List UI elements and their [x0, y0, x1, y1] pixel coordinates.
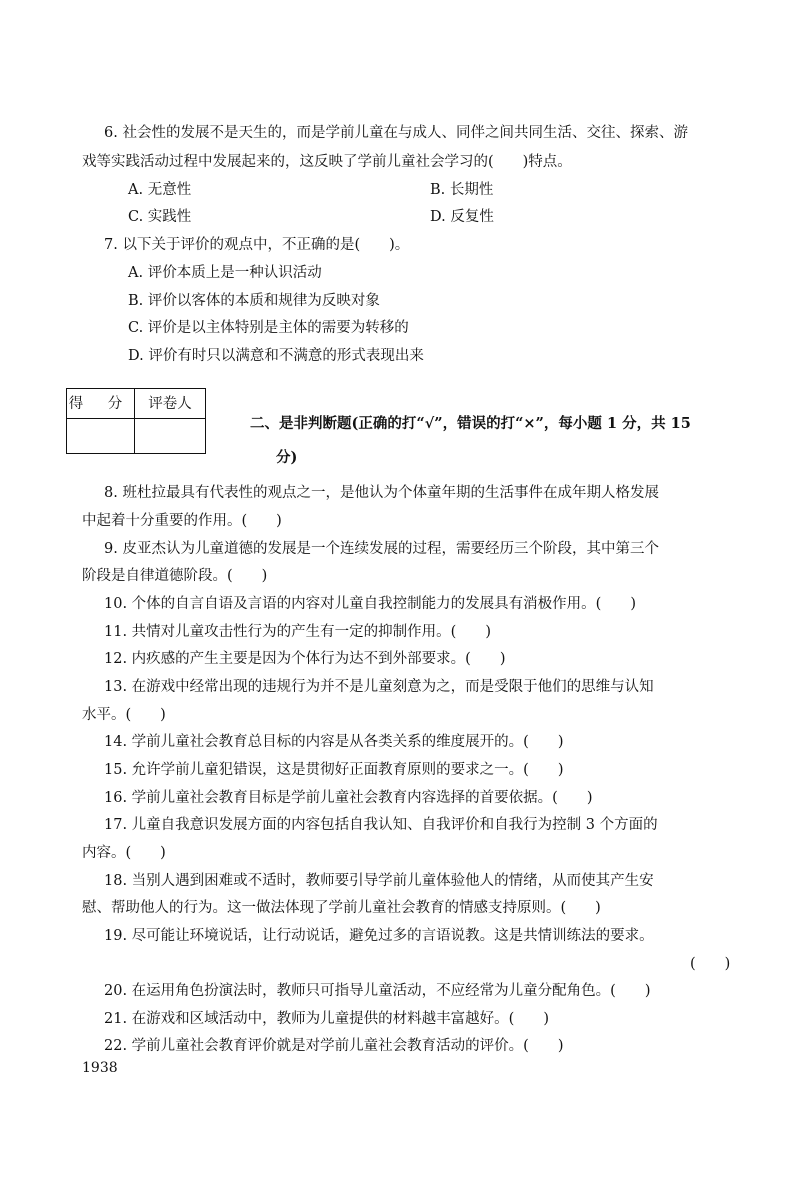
grader-label: 评卷人 — [135, 389, 205, 419]
question-7-option-c: C. 评价是以主体特别是主体的需要为转移的 — [128, 320, 409, 336]
question-7-stem: 7. 以下关于评价的观点中，不正确的是( )。 — [104, 237, 410, 253]
section-2-title: 二、是非判断题(正确的打“√”，错误的打“×”，每小题 1 分，共 15 — [250, 415, 691, 432]
question-6-option-b: B. 长期性 — [430, 182, 494, 198]
question-6-option-a: A. 无意性 — [128, 182, 192, 198]
question-13-line-2: 水平。( ) — [82, 707, 166, 723]
question-19-answer-blank: ( ) — [690, 956, 731, 972]
score-label: 得 分 — [67, 389, 135, 419]
question-8-line-2: 中起着十分重要的作用。( ) — [82, 513, 282, 529]
question-11: 11. 共情对儿童攻击性行为的产生有一定的抑制作用。( ) — [104, 624, 491, 640]
question-17-line-1: 17. 儿童自我意识发展方面的内容包括自我认知、自我评价和自我行为控制 3 个方面的 — [104, 817, 658, 833]
section-2-title-cont: 分) — [276, 449, 298, 466]
question-15: 15. 允许学前儿童犯错误，这是贯彻好正面教育原则的要求之一。( ) — [104, 762, 564, 778]
question-20: 20. 在运用角色扮演法时，教师只可指导儿童活动，不应经常为儿童分配角色。( ) — [104, 983, 651, 999]
grader-field — [135, 419, 205, 453]
score-field — [67, 419, 135, 453]
question-9-line-1: 9. 皮亚杰认为儿童道德的发展是一个连续发展的过程，需要经历三个阶段，其中第三个 — [104, 541, 659, 557]
question-17-line-2: 内容。( ) — [82, 845, 166, 861]
score-table — [66, 388, 206, 454]
question-12: 12. 内疚感的产生主要是因为个体行为达不到外部要求。( ) — [104, 651, 506, 667]
question-6-option-c: C. 实践性 — [128, 209, 192, 225]
question-7-option-d: D. 评价有时只以满意和不满意的形式表现出来 — [128, 348, 424, 364]
question-8-line-1: 8. 班杜拉最具有代表性的观点之一，是他认为个体童年期的生活事件在成年期人格发展 — [104, 485, 659, 501]
question-6-line-2: 戏等实践活动过程中发展起来的，这反映了学前儿童社会学习的( )特点。 — [82, 154, 572, 170]
question-10: 10. 个体的自言自语及言语的内容对儿童自我控制能力的发展具有消极作用。( ) — [104, 596, 636, 612]
question-6-option-d: D. 反复性 — [430, 209, 494, 225]
question-18-line-1: 18. 当别人遇到困难或不适时，教师要引导学前儿童体验他人的情绪，从而使其产生安 — [104, 873, 654, 889]
question-7-option-b: B. 评价以客体的本质和规律为反映对象 — [128, 293, 380, 309]
question-6-line-1: 6. 社会性的发展不是天生的，而是学前儿童在与成人、同伴之间共同生活、交往、探索、游 — [104, 125, 688, 141]
question-18-line-2: 慰、帮助他人的行为。这一做法体现了学前儿童社会教育的情感支持原则。( ) — [82, 900, 601, 916]
question-7-option-a: A. 评价本质上是一种认识活动 — [128, 265, 322, 281]
question-22: 22. 学前儿童社会教育评价就是对学前儿童社会教育活动的评价。( ) — [104, 1038, 564, 1054]
question-19-line-1: 19. 尽可能让环境说话，让行动说话，避免过多的言语说教。这是共情训练法的要求。 — [104, 928, 654, 944]
question-13-line-1: 13. 在游戏中经常出现的违规行为并不是儿童刻意为之，而是受限于他们的思维与认知 — [104, 679, 654, 695]
question-16: 16. 学前儿童社会教育目标是学前儿童社会教育内容选择的首要依据。( ) — [104, 790, 593, 806]
question-14: 14. 学前儿童社会教育总目标的内容是从各类关系的维度展开的。( ) — [104, 734, 564, 750]
page-number: 1938 — [82, 1060, 118, 1076]
question-21: 21. 在游戏和区域活动中，教师为儿童提供的材料越丰富越好。( ) — [104, 1011, 549, 1027]
question-9-line-2: 阶段是自律道德阶段。( ) — [82, 568, 268, 584]
